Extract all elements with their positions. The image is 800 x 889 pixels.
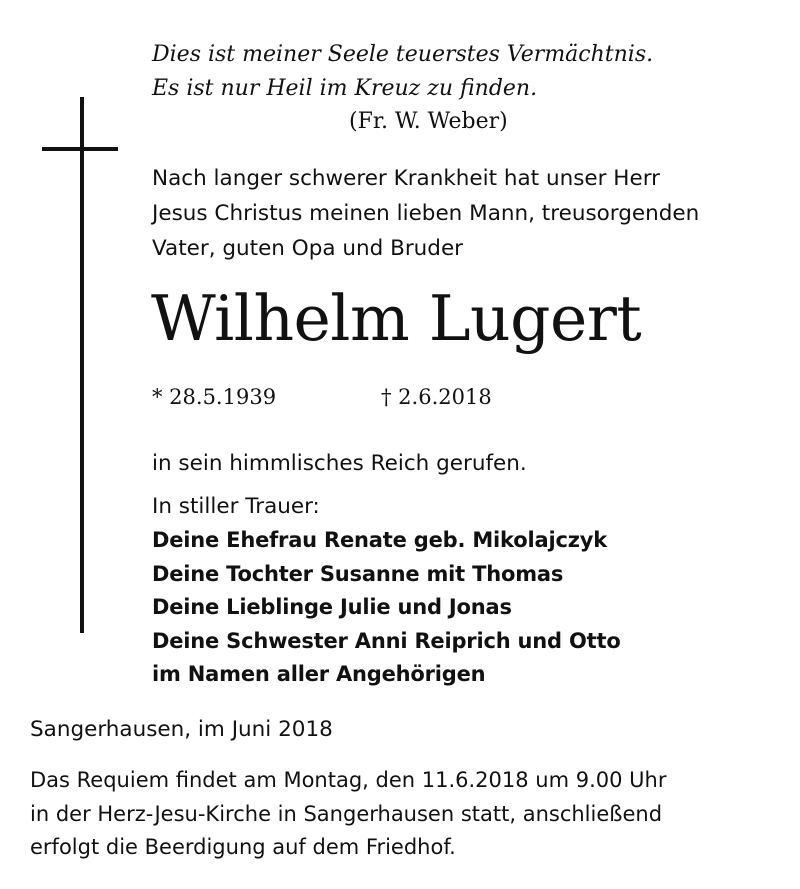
verse-line: Dies ist meiner Seele teuerstes Vermächtnis. (152, 42, 654, 67)
life-dates (152, 380, 492, 414)
service-line: in der Herz-Jesu-Kirche in Sangerhausen statt, anschließend (30, 801, 663, 826)
service-info (30, 764, 790, 865)
mourner-item: Deine Lieblinge Julie und Jonas (152, 595, 512, 619)
place-and-date: Sangerhausen, im Juni 2018 (30, 717, 333, 742)
mourning-heading: In stiller Trauer: (152, 494, 320, 519)
death-date: † 2.6.2018 (381, 385, 492, 409)
cross-vertical-bar (80, 97, 84, 633)
verse-attribution: (Fr. W. Weber) (349, 109, 508, 134)
bible-verse (152, 38, 652, 138)
mourner-item: im Namen aller Angehörigen (152, 662, 486, 686)
mourner-item: Deine Ehefrau Renate geb. Mikolajczyk (152, 528, 607, 552)
intro-line: Vater, guten Opa und Bruder (152, 236, 464, 261)
birth-date: * 28.5.1939 (152, 385, 277, 409)
mourner-item: Deine Tochter Susanne mit Thomas (152, 561, 564, 586)
service-line: Das Requiem findet am Montag, den 11.6.2018 um 9.00 Uhr (30, 768, 667, 792)
called-text: in sein himmlisches Reich gerufen. (152, 451, 527, 476)
service-line: erfolgt die Beerdigung auf dem Friedhof. (30, 835, 456, 859)
mourners-list (152, 524, 621, 692)
mourner-item: Deine Schwester Anni Reiprich und Otto (152, 628, 621, 653)
intro-line: Nach langer schwerer Krankheit hat unser Herr (152, 166, 660, 191)
intro-line: Jesus Christus meinen lieben Mann, treusorgenden (152, 201, 700, 226)
verse-line: Es ist nur Heil im Kreuz zu finden. (152, 76, 538, 101)
intro-text (152, 161, 772, 266)
cross-horizontal-bar (42, 147, 118, 151)
deceased-name: Wilhelm Lugert (151, 282, 642, 355)
